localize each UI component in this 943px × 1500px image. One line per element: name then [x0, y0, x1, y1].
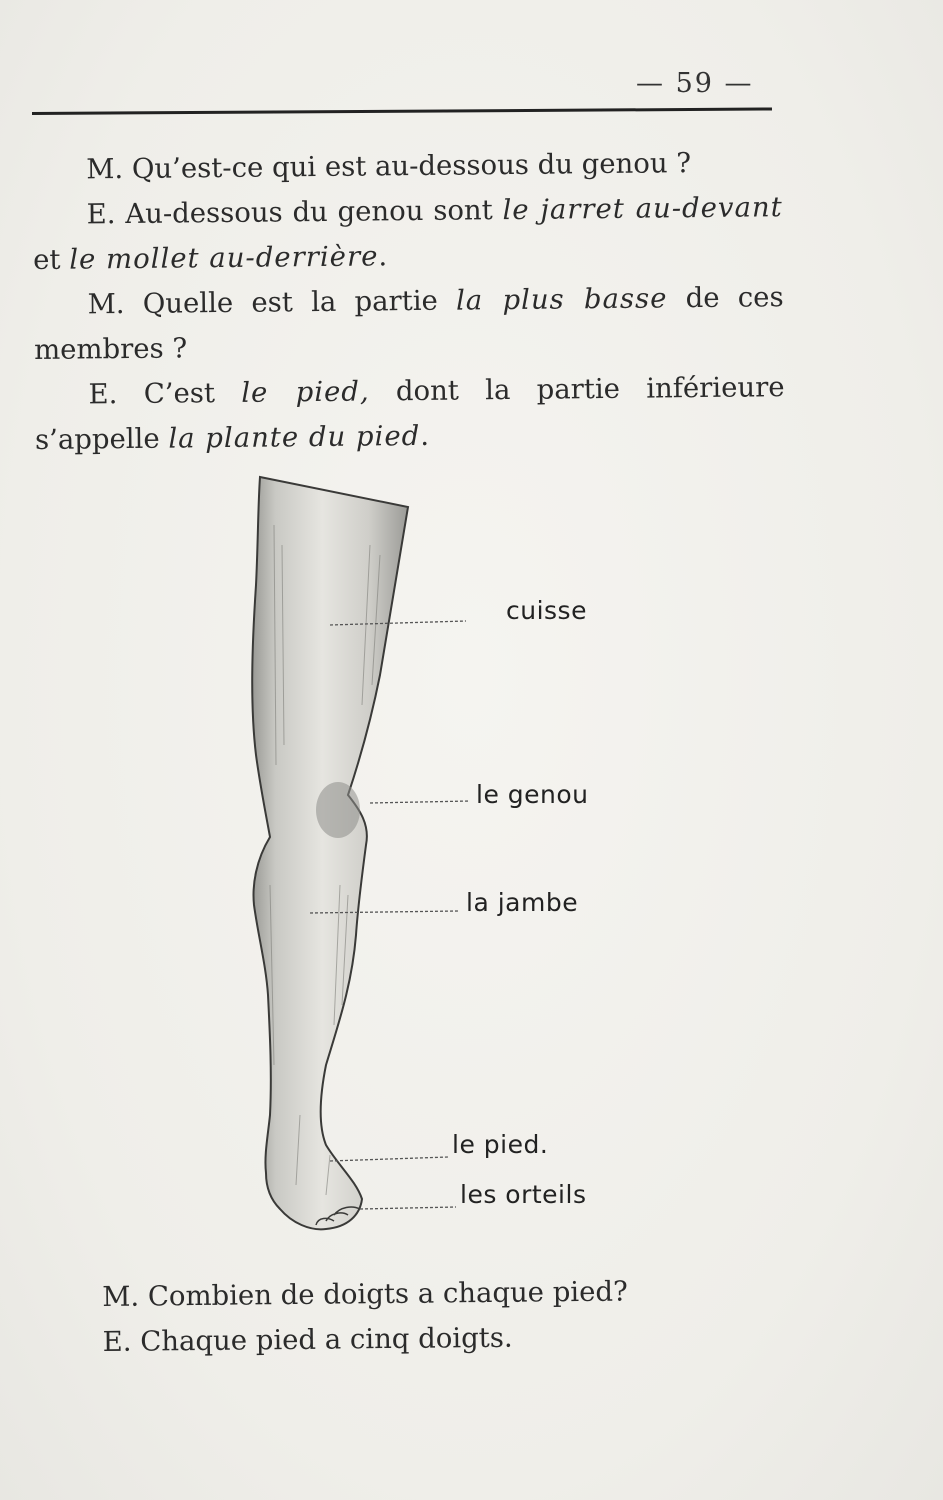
answer-text: Au-dessous du genou sont	[125, 194, 493, 231]
paragraph-question-2	[33, 275, 784, 373]
leg-drawing	[230, 465, 630, 1245]
speaker-m: M.	[87, 288, 125, 321]
leg-outline	[252, 477, 408, 1229]
answer-text: dont la partie inférieure s’appelle	[34, 371, 785, 456]
speaker-e: E.	[86, 198, 116, 231]
answer-text: Chaque pied a cinq doigts.	[140, 1321, 513, 1358]
speaker-m: M.	[86, 153, 124, 186]
answer-term-pied: le pied,	[241, 375, 370, 409]
leader-pied	[330, 1157, 448, 1161]
leader-orteils	[360, 1207, 456, 1209]
closing-dialogue	[102, 1269, 723, 1365]
leader-genou	[370, 801, 470, 803]
paragraph-answer-1	[32, 185, 783, 283]
leg-illustration	[230, 465, 630, 1245]
paragraph-question-3	[102, 1269, 722, 1320]
question-text: Qu’est-ce qui est au-dessous du genou ?	[131, 147, 692, 185]
answer-text: .	[420, 419, 430, 452]
paragraph-answer-2	[34, 365, 785, 463]
page-number: — 59 —	[636, 68, 754, 99]
knee-shadow	[316, 782, 360, 838]
speaker-e: E.	[102, 1325, 132, 1358]
question-text: Quelle est la partie	[142, 284, 438, 320]
label-pied: le pied.	[452, 1130, 549, 1159]
answer-text: C’est	[143, 377, 216, 410]
speaker-e: E.	[88, 378, 118, 411]
label-genou: le genou	[476, 780, 589, 809]
answer-term-mollet: le mollet au-derrière	[69, 240, 379, 276]
question-term-plus-basse: la plus basse	[455, 282, 668, 317]
dialogue-text	[32, 140, 785, 463]
paragraph-answer-3	[102, 1314, 722, 1365]
speaker-m: M.	[102, 1280, 140, 1313]
label-cuisse: cuisse	[506, 596, 587, 625]
question-text: de ces membres ?	[33, 281, 784, 366]
question-text: Combien de doigts a chaque pied?	[147, 1275, 628, 1313]
answer-term-plante: la plante du pied	[168, 419, 421, 455]
label-jambe: la jambe	[466, 888, 579, 917]
answer-term-jarret: le jarret au-devant	[502, 191, 783, 227]
answer-text: .	[378, 240, 388, 273]
answer-text: et	[33, 243, 61, 276]
paragraph-question-1	[32, 140, 782, 193]
header-rule	[32, 107, 772, 115]
label-orteils: les orteils	[460, 1180, 587, 1209]
